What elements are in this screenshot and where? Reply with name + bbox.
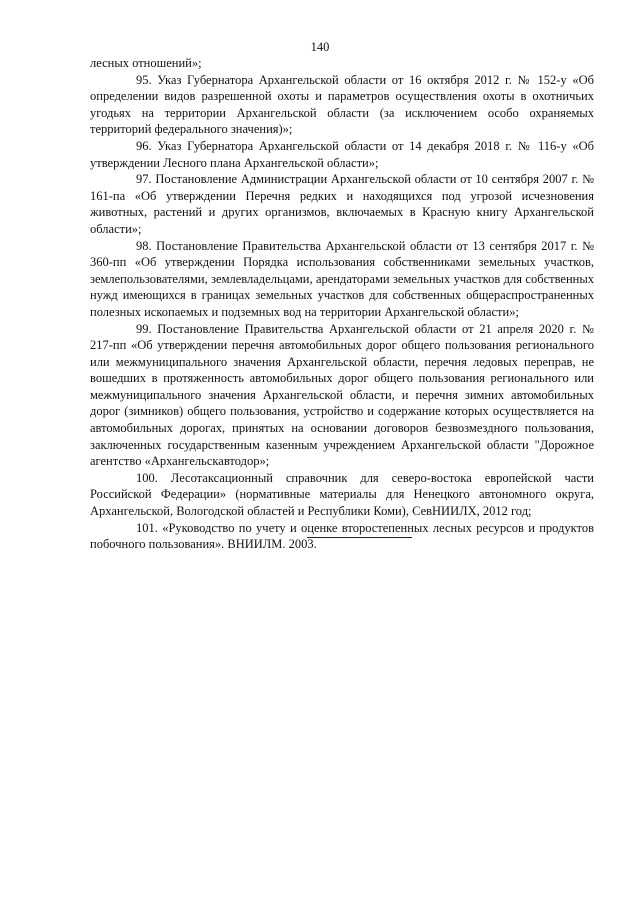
continuation-text: лесных отношений»; [90, 56, 202, 70]
item-text: Лесотаксационный справочник для северо-востока европейской части Российской Федерации» (нормативные материалы для Ненецкого автономного округа, Архангельской, Вологодской областей и Республики Коми), СевНИИЛХ, 2012 год; [90, 470, 594, 519]
list-item-98 [90, 238, 594, 321]
item-number: 97. [136, 172, 152, 187]
item-text: «Руководство по учету и оценке второстепенных лесных ресурсов и продуктов побочного пользования». ВНИИЛМ. 2003. [90, 520, 594, 552]
item-text: Указ Губернатора Архангельской области от 14 декабря 2018 г. № 116-у «Об утверждении Лесного плана Архангельской области»; [90, 138, 594, 170]
item-number: 98. [136, 238, 152, 253]
list-item-97 [90, 171, 594, 237]
list-item-99 [90, 321, 594, 470]
list-item-95 [90, 72, 594, 138]
page-number: 140 [310, 40, 330, 54]
item-text: Постановление Правительства Архангельской области от 13 сентября 2017 г. № 360-пп «Об утверждении Порядка использования собственниками земельных участков, землепользователями, землевладельцами, арендаторами земельных участков для собственных нужд имеющихся в границах земельных участков для собственных общераспространенных полезных ископаемых и подземных вод на территории Архангельской области»; [90, 238, 594, 319]
item-number: 101. [136, 520, 158, 535]
item-text: Постановление Правительства Архангельской области от 21 апреля 2020 г. № 217-пп «Об утверждении перечня автомобильных дорог общего пользования регионального или межмуниципального значения Архангельской области, перечня ледовых переправ, не вошедших в протяженность автомобильных дорог общего пользования регионального или межмуниципального значения Архангельской области, и перечня зимних автомобильных дорог (зимников) общего пользования, устройство и содержание которых осуществляется на автомобильных дорогах, принятых на основании договоров безвозмездного пользования, заключенных государственным казенным учреждением Архангельской области "Дорожное агентство «Архангельскавтодор»; [90, 321, 594, 469]
list-item-96 [90, 138, 594, 171]
item-number: 95. [136, 72, 152, 87]
list-item-100 [90, 470, 594, 520]
document-body [90, 55, 594, 553]
item-text: Указ Губернатора Архангельской области от 16 октября 2012 г. № 152-у «Об определении видов разрешенной охоты и параметров осуществления охоты в охотничьих угодьях на территории Архангельской области (за исключением особо охраняемых территорий федерального значения)»; [90, 72, 594, 137]
item-number: 100. [136, 470, 158, 485]
item-number: 96. [136, 138, 152, 153]
item-text: Постановление Администрации Архангельской области от 10 сентября 2007 г. № 161-па «Об утверждении Перечня редких и находящихся под угрозой исчезновения животных, растений и других организмов, включаемых в Красную книгу Архангельской области»; [90, 172, 594, 236]
item-number: 99. [136, 321, 152, 336]
end-divider [307, 537, 412, 538]
